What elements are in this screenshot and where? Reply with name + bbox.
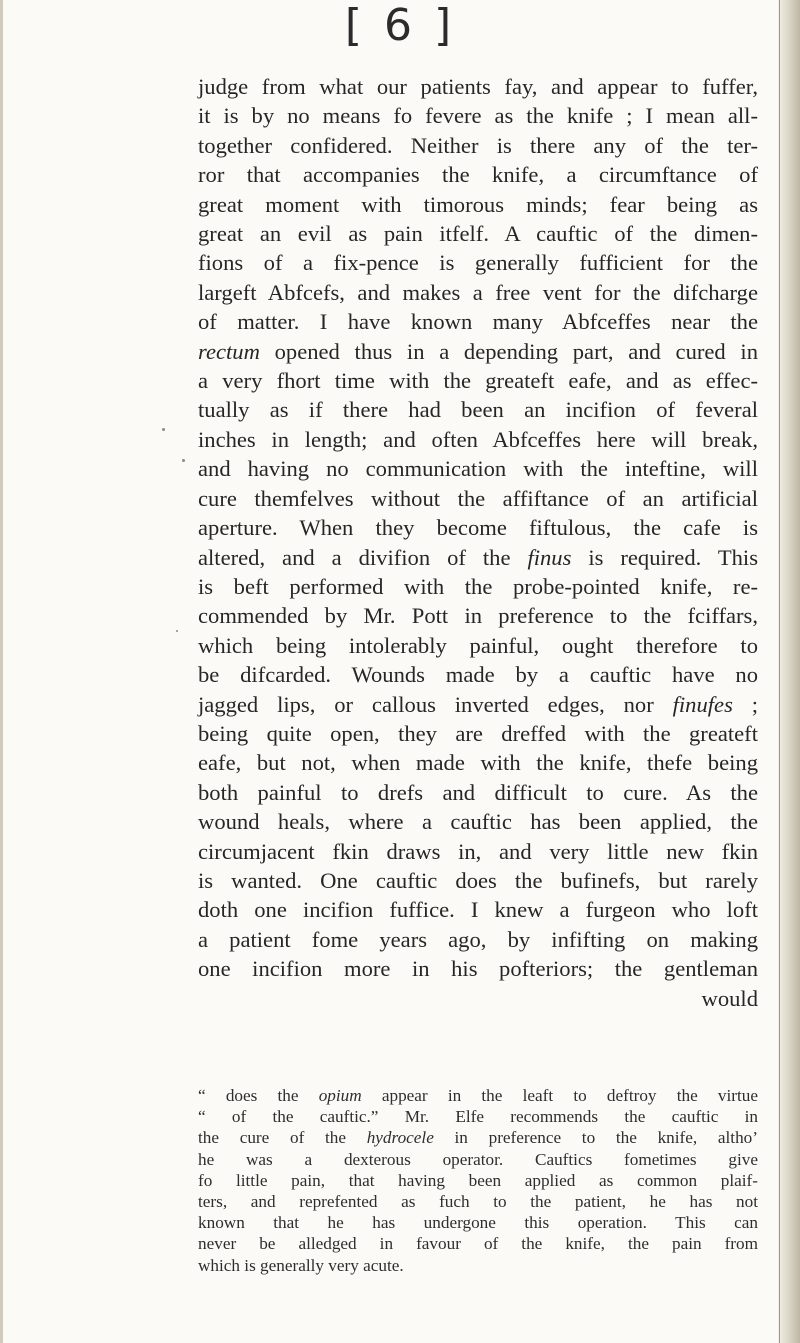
text-line: one incifion more in his pofteriors; the gentleman bbox=[198, 956, 758, 982]
text-line: jagged lips, or callous inverted edges, nor finufes ; bbox=[198, 691, 758, 717]
text-line: cure themfelves without the affiftance of an artificial bbox=[198, 485, 758, 511]
text-line: tually as if there had been an incifion of feveral bbox=[198, 397, 758, 423]
text-line: which being intolerably painful, ought therefore to bbox=[198, 632, 758, 658]
text-line: of matter. I have known many Abfceffes near the bbox=[198, 309, 758, 335]
text-line: eafe, but not, when made with the knife, thefe being bbox=[198, 750, 758, 776]
text-line: together confidered. Neither is there any of the ter- bbox=[198, 132, 758, 158]
footnote bbox=[198, 1085, 758, 1276]
footnote-line: “ does the opium appear in the leaft to deftroy the virtue bbox=[198, 1086, 758, 1105]
footnote-line: fo little pain, that having been applied as common plaif- bbox=[198, 1170, 758, 1190]
text-line: be difcarded. Wounds made by a cauftic have no bbox=[198, 662, 758, 688]
footnote-line: the cure of the hydrocele in preference to the knife, altho’ bbox=[198, 1128, 758, 1148]
text-line: doth one incifion fuffice. I knew a furgeon who loft bbox=[198, 897, 758, 923]
text-line: a very fhort time with the greateft eafe, and as effec- bbox=[198, 368, 758, 394]
footnote-line: “ of the cauftic.” Mr. Elfe recommends the cauftic in bbox=[198, 1107, 758, 1127]
ink-speck bbox=[182, 459, 185, 462]
page-left-edge bbox=[0, 0, 3, 1343]
text-line: wound heals, where a cauftic has been applied, the bbox=[198, 809, 758, 835]
text-line: fions of a fix-pence is generally fufficient for the bbox=[198, 250, 758, 276]
footnote-line: never be alledged in favour of the knife, the pain from bbox=[198, 1234, 758, 1254]
text-line: great moment with timorous minds; fear being as bbox=[198, 191, 758, 217]
text-line: inches in length; and often Abfceffes here will break, bbox=[198, 426, 758, 452]
text-line: both painful to drefs and difficult to cure. As the bbox=[198, 779, 758, 805]
text-line: rectum opened thus in a depending part, and cured in bbox=[198, 338, 758, 364]
footnote-line: ters, and reprefented as fuch to the patient, he has not bbox=[198, 1192, 758, 1212]
text-line: great an evil as pain itfelf. A cauftic of the dimen- bbox=[198, 221, 758, 247]
ink-speck bbox=[162, 428, 165, 431]
page-number: [ 6 ] bbox=[344, 0, 456, 51]
footnote-line: which is generally very acute. bbox=[198, 1255, 404, 1275]
ink-speck bbox=[176, 630, 178, 632]
text-line: aperture. When they become fiftulous, the cafe is bbox=[198, 515, 758, 541]
footnote-line: known that he has undergone this operation. This can bbox=[198, 1213, 758, 1233]
text-line: ror that accompanies the knife, a circumftance of bbox=[198, 162, 758, 188]
text-line: largeft Abfcefs, and makes a free vent for the difcharge bbox=[198, 279, 758, 305]
text-line: is beft performed with the probe-pointed knife, re- bbox=[198, 573, 758, 599]
text-line: commended by Mr. Pott in preference to the fciffars, bbox=[198, 603, 758, 629]
text-line: judge from what our patients fay, and appear to fuffer, bbox=[198, 74, 758, 99]
text-line: altered, and a divifion of the finus is required. This bbox=[198, 544, 758, 570]
page-edge-line bbox=[779, 0, 780, 1343]
text-line: it is by no means fo fevere as the knife ; I mean all- bbox=[198, 103, 758, 129]
text-line: a patient fome years ago, by infifting on making bbox=[198, 926, 758, 952]
text-line: being quite open, they are dreffed with the greateft bbox=[198, 720, 758, 746]
main-text bbox=[198, 72, 758, 1013]
text-line: circumjacent fkin draws in, and very little new fkin bbox=[198, 838, 758, 864]
page-binding-edge bbox=[778, 0, 800, 1343]
text-line: and having no communication with the inteftine, will bbox=[198, 456, 758, 482]
footnote-line: he was a dexterous operator. Cauftics fometimes give bbox=[198, 1149, 758, 1169]
text-line: would bbox=[701, 985, 758, 1011]
text-line: is wanted. One cauftic does the bufinefs, but rarely bbox=[198, 867, 758, 893]
